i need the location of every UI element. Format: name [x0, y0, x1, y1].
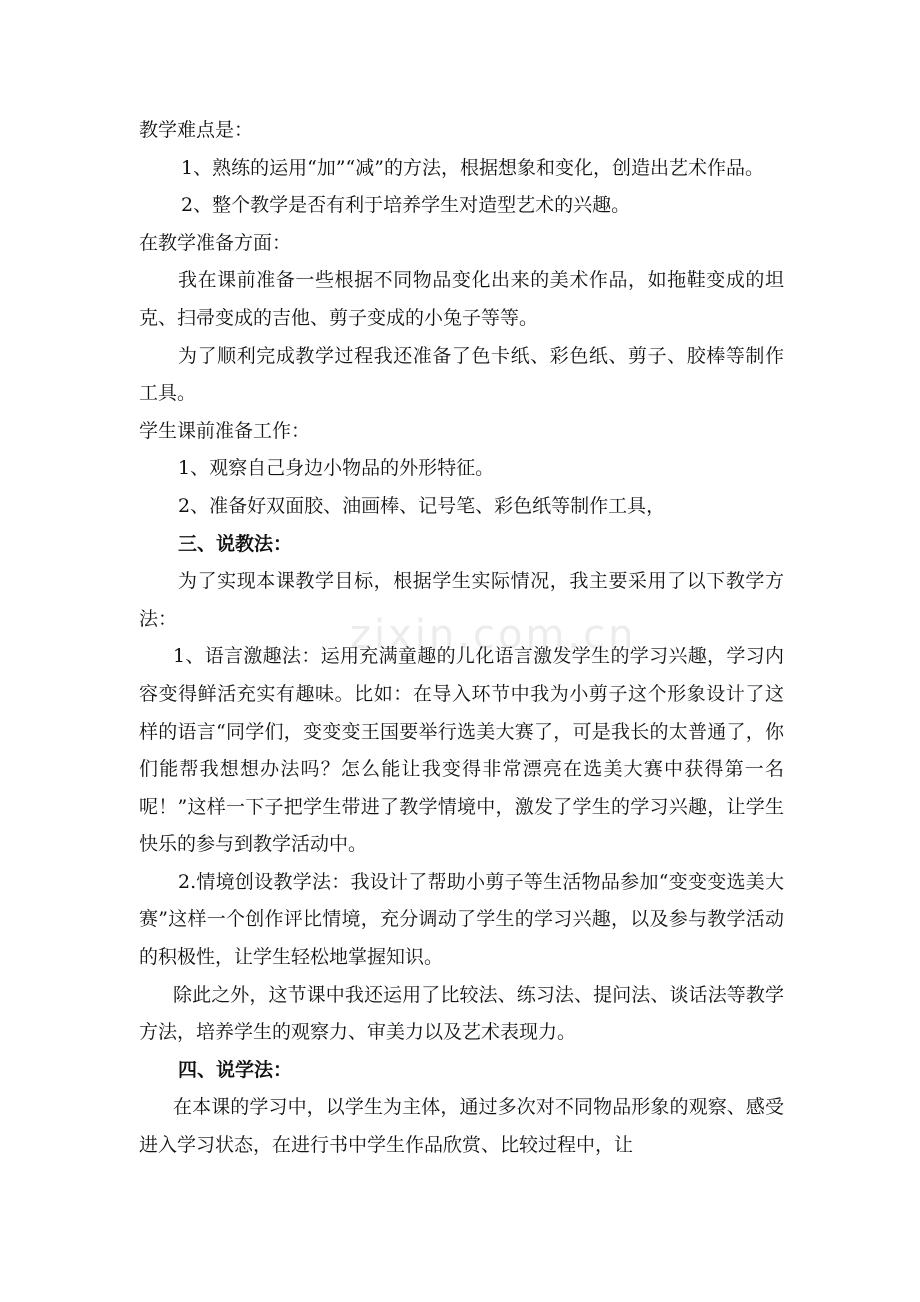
preparation-paragraph-1: 我在课前准备一些根据不同物品变化出来的美术作品，如拖鞋变成的坦克、扫帚变成的吉他、剪子变成的小兔子等等。 [139, 269, 784, 329]
teaching-methods-intro: 为了实现本课教学目标，根据学生实际情况，我主要采用了以下教学方法： [139, 570, 784, 630]
method-situation: 2.情境创设教学法：我设计了帮助小剪子等生活物品参加“变变变选美大赛”这样一个创作评比情境，充分调动了学生的学习兴趣，以及参与教学活动的积极性，让学生轻松地掌握知识。 [139, 870, 784, 969]
method-language: 1、语言激趣法：运用充满童趣的儿化语言激发学生的学习兴趣，学习内容变得鲜活充实有趣味。比如：在导入环节中我为小剪子这个形象设计了这样的语言“同学们，变变变王国要举行选美大赛了，可是我长的太普通了，你们能帮我想想办法吗？怎么能让我变得非常漂亮在选美大赛中获得第一名呢！”这样一下子把学生带进了教学情境中，激发了学生的学习兴趣，让学生快乐的参与到教学活动中。 [139, 645, 784, 856]
student-prep-item-2: 2、准备好双面胶、油画棒、记号笔、彩色纸等制作工具， [178, 494, 666, 517]
learning-methods-paragraph: 在本课的学习中，以学生为主体，通过多次对不同物品形象的观察、感受进入学习状态，在进行书中学生作品欣赏、比较过程中，让 [139, 1096, 784, 1157]
section-heading-learning-methods: 四、说学法： [178, 1058, 293, 1081]
section-heading-teaching-methods: 三、说教法： [178, 532, 293, 555]
difficulty-item-1: 1、熟练的运用“加”“减”的方法，根据想象和变化，创造出艺术作品。 [181, 156, 764, 179]
difficulty-item-2: 2、整个教学是否有利于培养学生对造型艺术的兴趣。 [181, 194, 631, 217]
student-prep-item-1: 1、观察自己身边小物品的外形特征。 [178, 457, 495, 480]
label-difficulty: 教学难点是： [139, 119, 254, 141]
label-preparation: 在教学准备方面： [139, 231, 292, 254]
label-student-preparation: 学生课前准备工作： [139, 419, 311, 442]
preparation-paragraph-2: 为了顺利完成教学过程我还准备了色卡纸、彩色纸、剪子、胶棒等制作工具。 [139, 344, 784, 405]
document-body [139, 112, 784, 1165]
watermark: zixin.com.cn [350, 612, 637, 658]
method-others: 除此之外，这节课中我还运用了比较法、练习法、提问法、谈话法等教学方法，培养学生的观察力、审美力以及艺术表现力。 [139, 983, 784, 1044]
